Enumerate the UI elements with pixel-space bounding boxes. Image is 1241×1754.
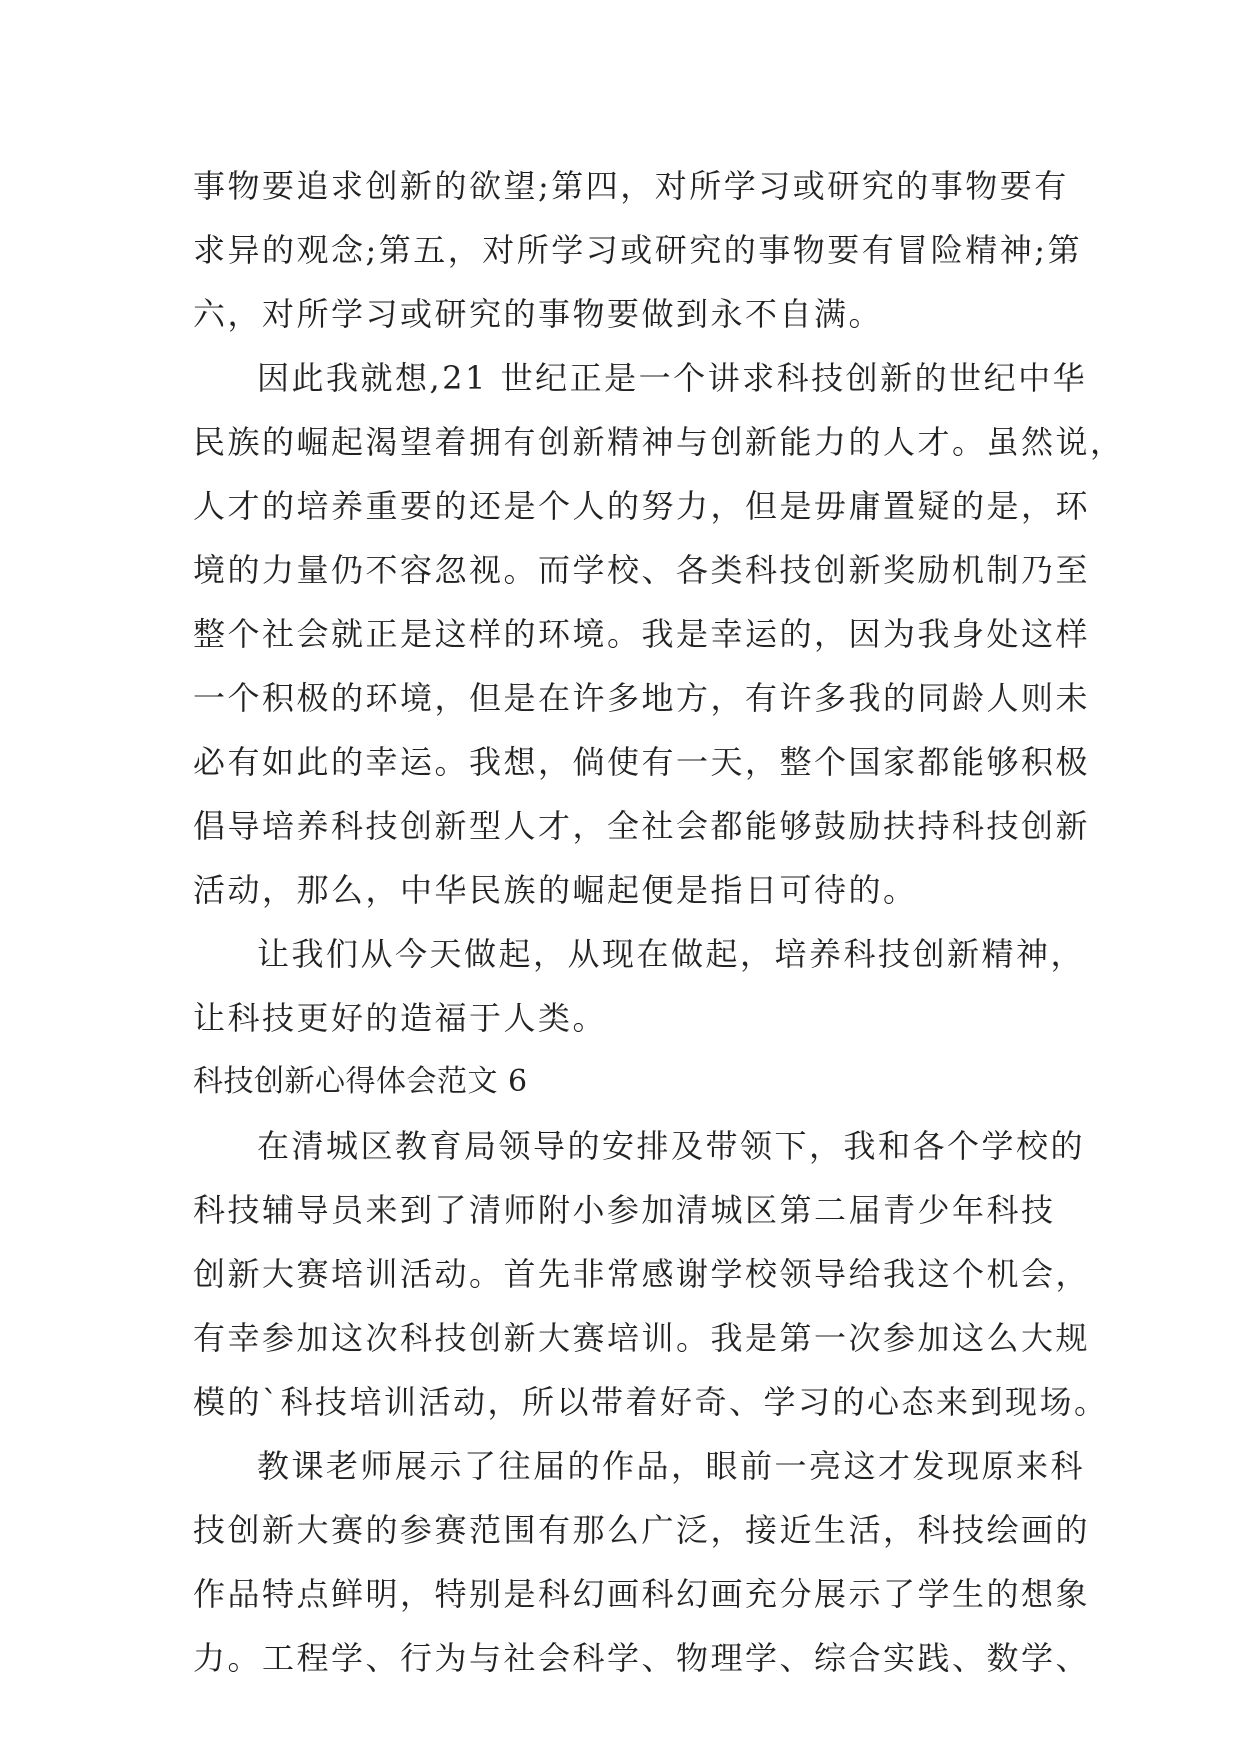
text-line: 六，对所学习或研究的事物要做到永不自满。 <box>193 295 884 333</box>
text-line: 技创新大赛的参赛范围有那么广泛，接近生活，科技绘画的 <box>193 1511 1091 1549</box>
paragraph <box>193 928 1086 1044</box>
text-line: 让我们从今天做起，从现在做起，培养科技创新精神， <box>257 935 1086 973</box>
text-line: 活动，那么，中华民族的崛起便是指日可待的。 <box>193 871 918 909</box>
text-line: 力。工程学、行为与社会科学、物理学、综合实践、数学、 <box>193 1639 1091 1677</box>
text-line: 创新大赛培训活动。首先非常感谢学校领导给我这个机会， <box>193 1255 1091 1293</box>
paragraph <box>193 160 1083 340</box>
text-line: 科技辅导员来到了清师附小参加清城区第二届青少年科技 <box>193 1191 1056 1229</box>
text-line: 事物要追求创新的欲望;第四，对所学习或研究的事物要有 <box>193 167 1069 205</box>
text-line: 必有如此的幸运。我想，倘使有一天，整个国家都能够积极 <box>193 743 1091 781</box>
text-line: 让科技更好的造福于人类。 <box>193 999 608 1037</box>
text-line: 教课老师展示了往届的作品，眼前一亮这才发现原来科 <box>257 1447 1086 1485</box>
text-line: 因此我就想,21 世纪正是一个讲求科技创新的世纪中华 <box>257 359 1088 397</box>
text-line: 一个积极的环境，但是在许多地方，有许多我的同龄人则未 <box>193 679 1091 717</box>
section-heading: 科技创新心得体会范文 6 <box>193 1064 528 1099</box>
text-line: 有幸参加这次科技创新大赛培训。我是第一次参加这么大规 <box>193 1319 1091 1357</box>
text-line: 倡导培养科技创新型人才，全社会都能够鼓励扶持科技创新 <box>193 807 1091 845</box>
paragraph <box>193 1440 1091 1684</box>
text-line: 求异的观念;第五，对所学习或研究的事物要有冒险精神;第 <box>193 231 1083 269</box>
text-line: 模的`科技培训活动，所以带着好奇、学习的心态来到现场。 <box>193 1383 1109 1421</box>
text-line: 人才的培养重要的还是个人的努力，但是毋庸置疑的是，环 <box>193 487 1091 525</box>
text-line: 整个社会就正是这样的环境。我是幸运的，因为我身处这样 <box>193 615 1091 653</box>
paragraph <box>193 1120 1109 1428</box>
text-line: 民族的崛起渴望着拥有创新精神与创新能力的人才。虽然说， <box>193 423 1125 461</box>
paragraph <box>193 352 1125 916</box>
text-line: 作品特点鲜明，特别是科幻画科幻画充分展示了学生的想象 <box>193 1575 1091 1613</box>
text-line: 在清城区教育局领导的安排及带领下，我和各个学校的 <box>257 1127 1086 1165</box>
document-body <box>193 160 1125 1684</box>
text-line: 境的力量仍不容忽视。而学校、各类科技创新奖励机制乃至 <box>193 551 1091 589</box>
